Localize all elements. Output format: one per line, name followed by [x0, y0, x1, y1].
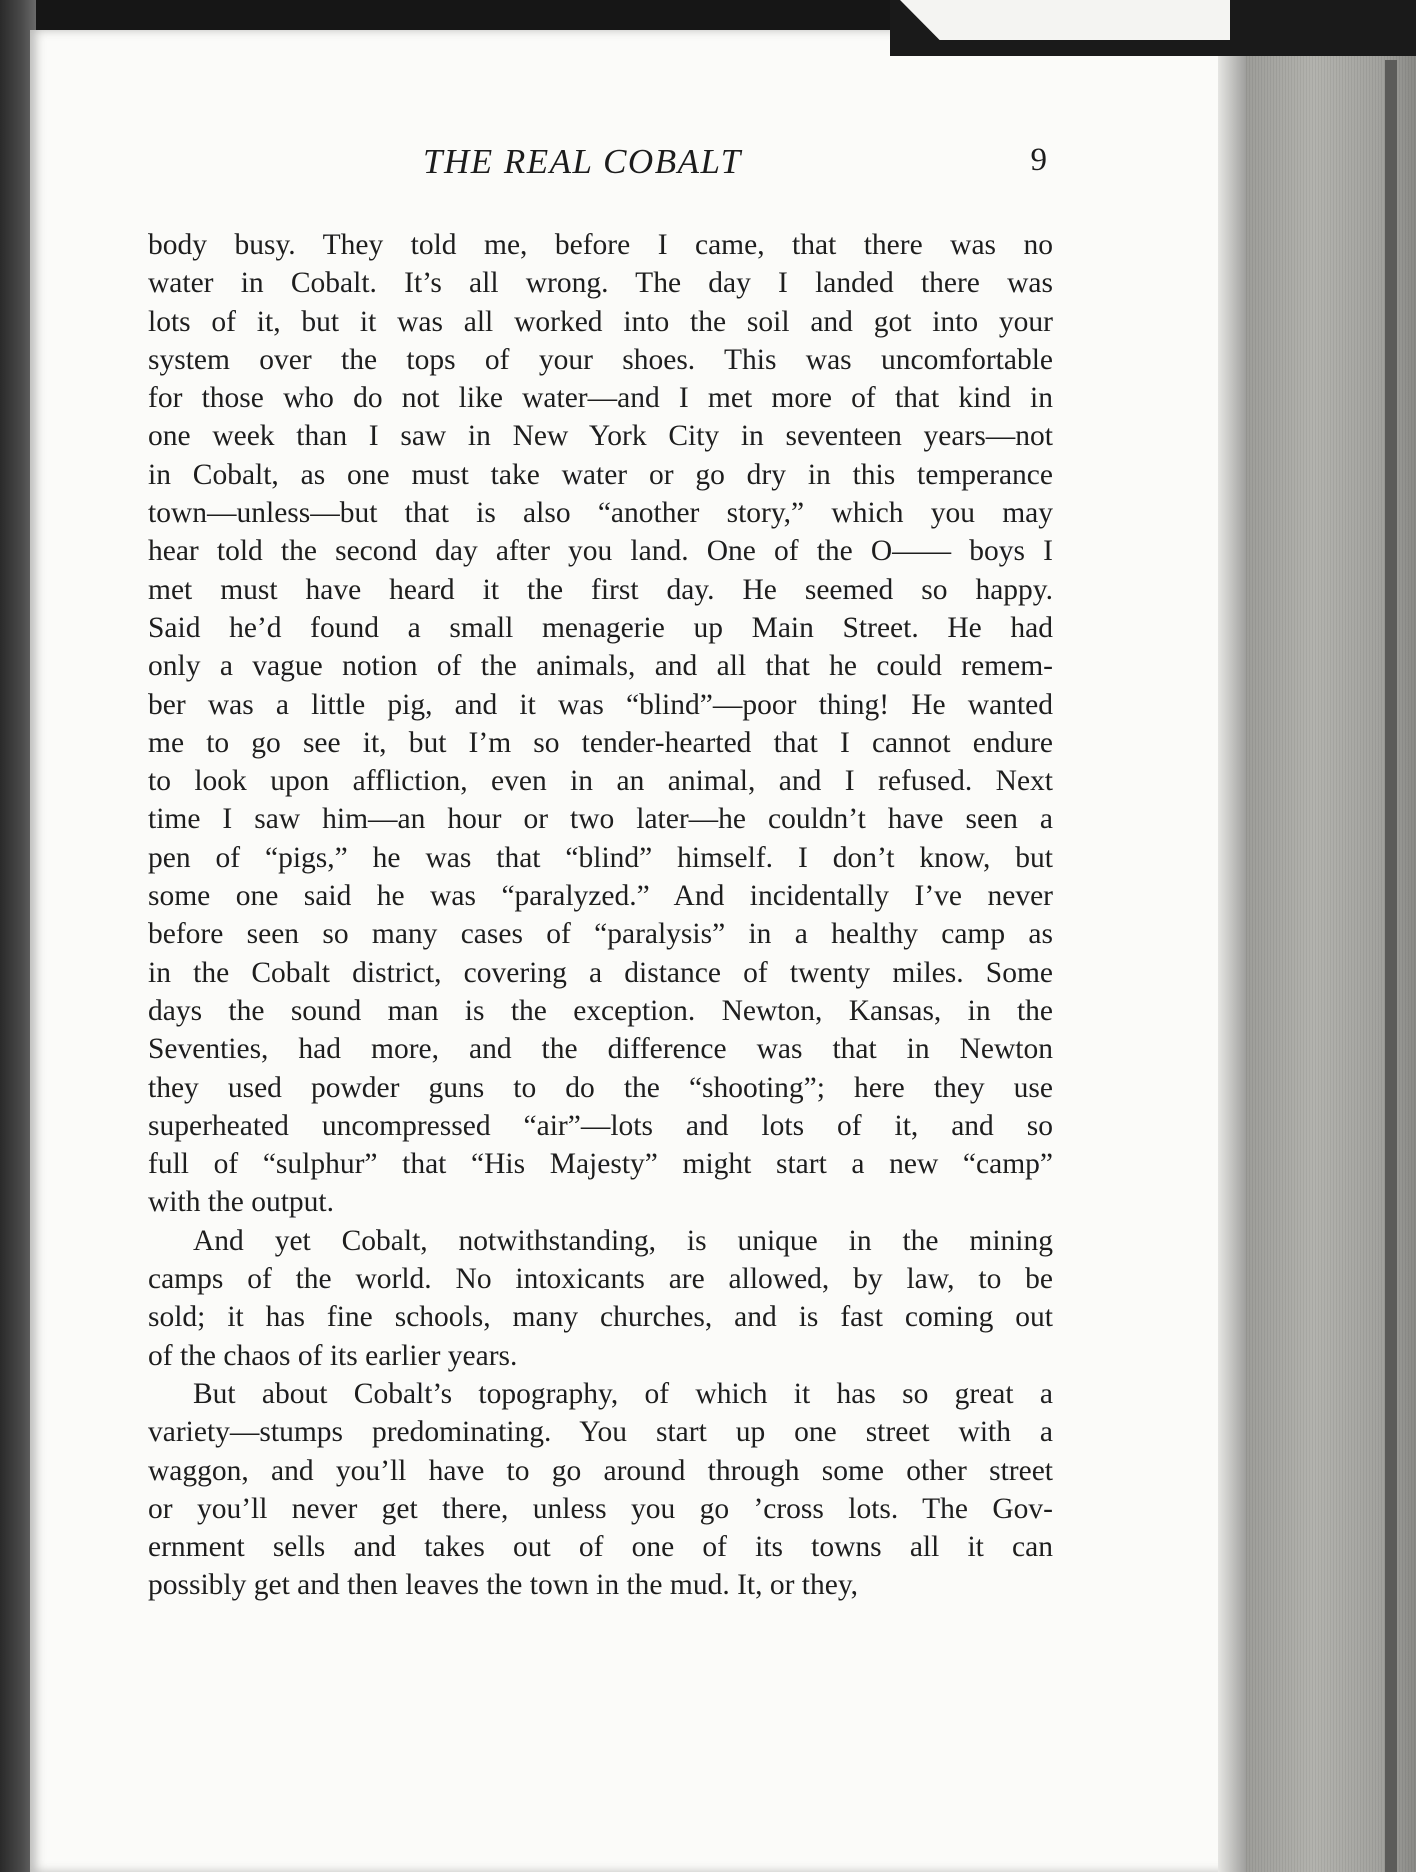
text-line: days the sound man is the exception. Newton, Kansas, in the: [148, 994, 1053, 1027]
text-line: pen of “pigs,” he was that “blind” himself. I don’t know, but: [148, 841, 1053, 874]
text-line: ber was a little pig, and it was “blind”—poor thing! He wanted: [148, 688, 1053, 721]
text-line: Said he’d found a small menagerie up Main Street. He had: [148, 611, 1053, 644]
text-line: Seventies, had more, and the difference was that in Newton: [148, 1033, 1053, 1066]
text-line: to look upon affliction, even in an animal, and I refused. Next: [148, 765, 1053, 798]
text-line: me to go see it, but I’m so tender-hearted that I cannot endure: [148, 726, 1053, 759]
book-cover-edge: [1385, 60, 1397, 1872]
text-line: in Cobalt, as one must take water or go dry in this temperance: [148, 458, 1053, 491]
text-line: in the Cobalt district, covering a distance of twenty miles. Some: [148, 956, 1053, 989]
text-line: or you’ll never get there, unless you go ’cross lots. The Gov-: [148, 1492, 1053, 1525]
paragraph: [148, 226, 1053, 1222]
text-line: But about Cobalt’s topography, of which it has so great a: [193, 1377, 1053, 1410]
next-page-corner: [900, 0, 1230, 40]
text-line: superheated uncompressed “air”—lots and lots of it, and so: [148, 1109, 1053, 1142]
text-line: of the chaos of its earlier years.: [148, 1339, 518, 1372]
text-line: met must have heard it the first day. He seemed so happy.: [148, 573, 1053, 606]
text-line: variety—stumps predominating. You start up one street with a: [148, 1416, 1053, 1449]
paragraph: [148, 1222, 1053, 1375]
text-line: only a vague notion of the animals, and all that he could remem-: [148, 650, 1053, 683]
text-line: water in Cobalt. It’s all wrong. The day I landed there was: [148, 267, 1053, 300]
text-line: hear told the second day after you land. One of the O—— boys I: [148, 535, 1053, 568]
page-header: [148, 142, 1053, 190]
text-line: some one said he was “paralyzed.” And incidentally I’ve never: [148, 880, 1053, 913]
text-line: town—unless—but that is also “another story,” which you may: [148, 497, 1053, 530]
text-line: body busy. They told me, before I came, that there was no: [148, 229, 1053, 261]
text-line: sold; it has fine schools, many churches, and is fast coming out: [148, 1301, 1053, 1334]
text-line: they used powder guns to do the “shooting”; here they use: [148, 1071, 1053, 1104]
text-line: waggon, and you’ll have to go around through some other street: [148, 1454, 1053, 1487]
page-gutter-shadow: [1218, 40, 1248, 1872]
text-line: ernment sells and takes out of one of its towns all it can: [148, 1531, 1053, 1564]
text-line: before seen so many cases of “paralysis” in a healthy camp as: [148, 918, 1053, 951]
text-line: camps of the world. No intoxicants are allowed, by law, to be: [148, 1263, 1053, 1296]
running-head: THE REAL COBALT: [423, 142, 742, 181]
text-line: possibly get and then leaves the town in the mud. It, or they,: [148, 1569, 859, 1602]
text-line: for those who do not like water—and I met more of that kind in: [148, 382, 1053, 415]
text-line: And yet Cobalt, notwithstanding, is unique in the mining: [193, 1224, 1053, 1257]
paragraph: [148, 1375, 1053, 1605]
text-line: time I saw him—an hour or two later—he couldn’t have seen a: [148, 803, 1053, 836]
text-line: one week than I saw in New York City in seventeen years—not: [148, 420, 1053, 453]
text-line: with the output.: [148, 1186, 335, 1219]
text-line: full of “sulphur” that “His Majesty” might start a new “camp”: [148, 1148, 1053, 1181]
text-line: system over the tops of your shoes. This was uncomfortable: [148, 343, 1053, 376]
text-line: lots of it, but it was all worked into the soil and got into your: [148, 305, 1053, 338]
page-number: 9: [1030, 142, 1047, 178]
body-text: [148, 226, 1053, 1605]
